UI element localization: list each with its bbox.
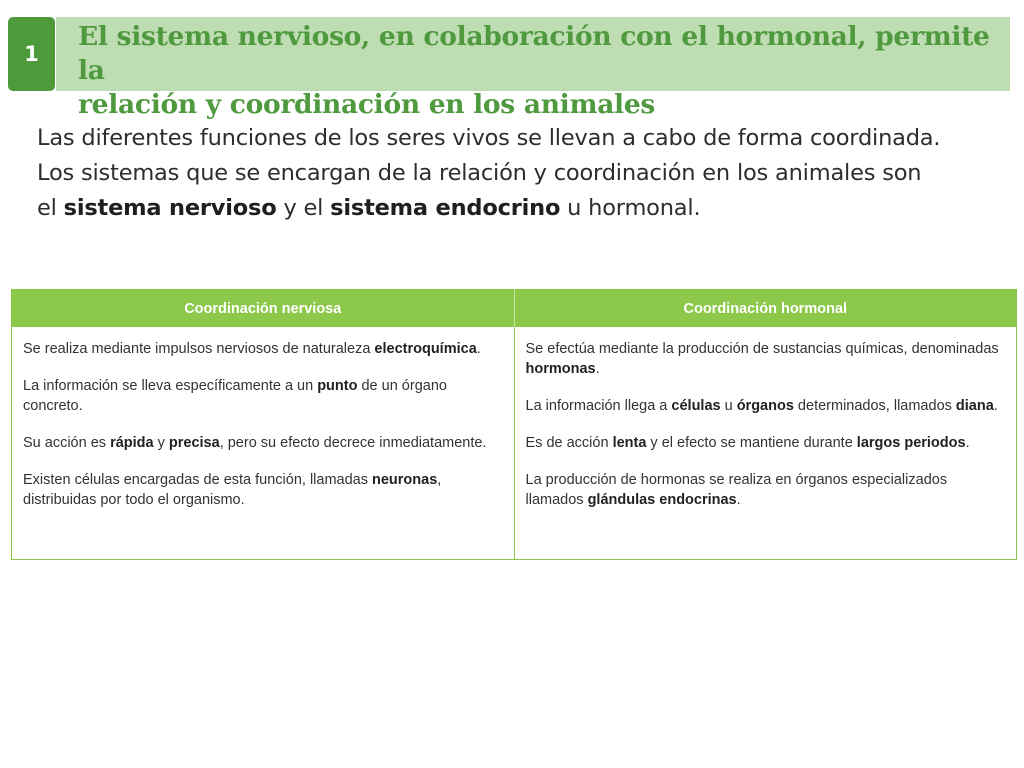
cell-text: de un órgano concreto. (23, 378, 447, 414)
intro-text: el (37, 195, 64, 221)
intro-paragraph (37, 121, 997, 226)
intro-line-3 (37, 191, 997, 226)
section-title-line1: El sistema nervioso, en colaboración con el hormonal, permite la (78, 21, 990, 86)
bold-term: glándulas endocrinas (587, 492, 737, 508)
cell-text: . (476, 341, 481, 357)
cell-text: Es de acción (525, 435, 613, 451)
bold-term: largos periodos (856, 435, 966, 451)
list-item (526, 396, 1006, 416)
section-number-badge: 1 (8, 17, 55, 91)
cell-text: . (965, 435, 970, 451)
cell-text: La información llega a (525, 398, 672, 414)
cell-text: . (595, 361, 600, 377)
section-title (78, 20, 1008, 122)
cell-text: Existen células encargadas de esta función, llamadas (23, 472, 373, 488)
table-row (12, 327, 1017, 560)
list-item (23, 433, 503, 453)
cell-text: determinados, llamados (793, 398, 956, 414)
cell-text: Se efectúa mediante la producción de sustancias químicas, denominadas (525, 341, 999, 357)
intro-bold-term: sistema nervioso (63, 195, 277, 221)
cell-text: u (720, 398, 737, 414)
bold-term: electroquímica (374, 341, 477, 357)
list-item (526, 339, 1006, 379)
intro-line-2: Los sistemas que se encargan de la relación y coordinación en los animales son (37, 160, 922, 186)
bold-term: rápida (110, 435, 154, 451)
bold-term: hormonas (525, 361, 596, 377)
bold-term: células (671, 398, 721, 414)
intro-line-1: Las diferentes funciones de los seres vivos se llevan a cabo de forma coordinada. (37, 125, 941, 151)
list-item (23, 470, 503, 510)
cell-text: , pero su efecto decrece inmediatamente. (219, 435, 487, 451)
cell-text: Su acción es (23, 435, 111, 451)
intro-bold-term: sistema endocrino (330, 195, 561, 221)
bold-term: neuronas (372, 472, 438, 488)
cell-text: . (993, 398, 998, 414)
cell-text: La producción de hormonas se realiza en órganos especializados llamados (525, 472, 948, 508)
cell-text: La información se lleva específicamente a un (23, 378, 318, 394)
column-header-hormonal: Coordinación hormonal (514, 290, 1017, 328)
bold-term: lenta (612, 435, 647, 451)
bold-term: precisa (168, 435, 220, 451)
list-item (23, 376, 503, 416)
nervous-coordination-cell (12, 327, 515, 560)
cell-text: y el efecto se mantiene durante (646, 435, 857, 451)
cell-text: y (153, 435, 169, 451)
comparison-table (11, 289, 1017, 560)
hormonal-coordination-cell (514, 327, 1017, 560)
intro-text: u hormonal. (560, 195, 701, 221)
intro-text: y el (276, 195, 331, 221)
column-header-nervous: Coordinación nerviosa (12, 290, 515, 328)
section-header (8, 17, 1010, 120)
table-header-row (12, 290, 1017, 328)
bold-term: diana (955, 398, 994, 414)
bold-term: punto (317, 378, 358, 394)
cell-text: Se realiza mediante impulsos nerviosos de naturaleza (23, 341, 375, 357)
cell-text: , distribuidas por todo el organismo. (23, 472, 442, 508)
section-title-line2: relación y coordinación en los animales (78, 89, 656, 120)
list-item (526, 433, 1006, 453)
bold-term: órganos (736, 398, 794, 414)
list-item (526, 470, 1006, 510)
list-item (23, 339, 503, 359)
cell-text: . (736, 492, 741, 508)
